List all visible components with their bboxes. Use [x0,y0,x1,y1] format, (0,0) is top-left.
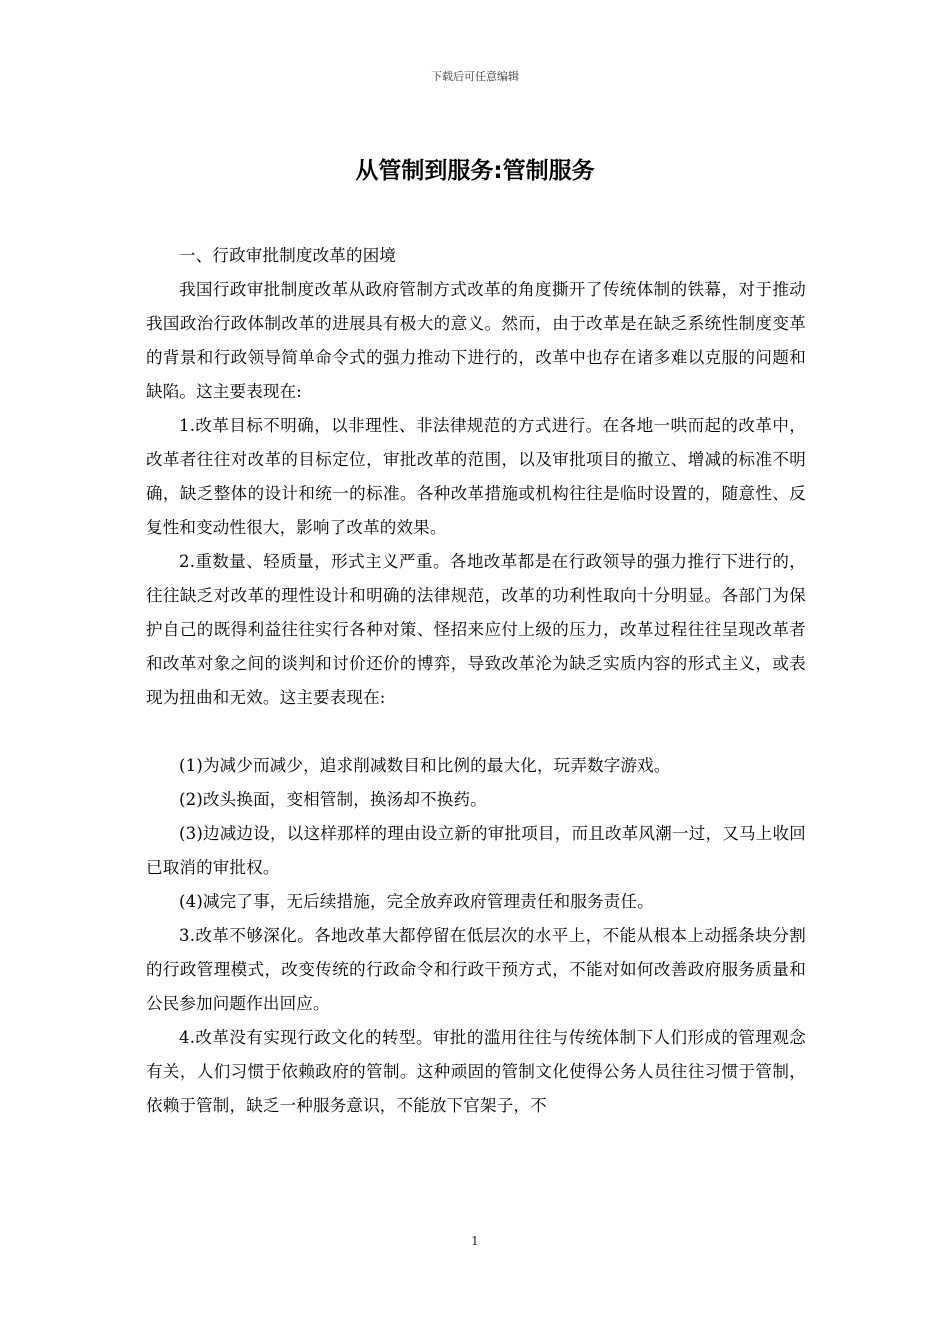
page-number: 1 [471,1234,479,1248]
document-title: 从管制到服务:管制服务 [355,158,595,184]
header-note: 下载后可任意编辑 [431,70,519,83]
sub-item-1: (1)为减少而减少，追求削减数目和比例的最大化，玩弄数字游戏。 [179,756,671,775]
paragraph-point-3: 3.改革不够深化。各地改革大都停留在低层次的水平上，不能从根本上动摇条块分割的行政管理模式，改变传统的行政命令和行政干预方式，不能对如何改善政府服务质量和公民参加问题作出回应。 [146,926,806,1013]
document-body [146,239,806,1123]
paragraph-point-1: 1.改革目标不明确，以非理性、非法律规范的方式进行。在各地一哄而起的改革中，改革者往往对改革的目标定位，审批改革的范围，以及审批项目的撤立、增减的标准不明确，缺乏整体的设计和统一的标准。各种改革措施或机构往往是临时设置的，随意性、反复性和变动性很大，影响了改革的效果。 [146,416,806,537]
sub-item-2: (2)改头换面，变相管制，换汤却不换药。 [179,790,487,809]
sub-item-3: (3)边减边设，以这样那样的理由设立新的审批项目，而且改革风潮一过，又马上收回已取消的审批权。 [146,824,806,877]
paragraph-point-2: 2.重数量、轻质量，形式主义严重。各地改革都是在行政领导的强力推行下进行的，往往缺乏对改革的理性设计和明确的法律规范，改革的功利性取向十分明显。各部门为保护自己的既得利益往往实行各种对策、怪招来应付上级的压力，改革过程往往呈现改革者和改革对象之间的谈判和讨价还价的博弈，导致改革沦为缺乏实质内容的形式主义，或表现为扭曲和无效。这主要表现在: [146,552,806,707]
sub-item-4: (4)减完了事，无后续措施，完全放弃政府管理责任和服务责任。 [179,892,654,911]
section-heading: 一、行政审批制度改革的困境 [179,246,397,265]
paragraph-point-4: 4.改革没有实现行政文化的转型。审批的滥用往往与传统体制下人们形成的管理观念有关，人们习惯于依赖政府的管制。这种顽固的管制文化使得公务人员往往习惯于管制，依赖于管制，缺乏一种服务意识，不能放下官架子，不 [146,1028,806,1115]
paragraph-intro: 我国行政审批制度改革从政府管制方式改革的角度撕开了传统体制的铁幕，对于推动我国政治行政体制改革的进展具有极大的意义。然而，由于改革是在缺乏系统性制度变革的背景和行政领导简单命令式的强力推动下进行的，改革中也存在诸多难以克服的问题和缺陷。这主要表现在: [146,280,806,401]
